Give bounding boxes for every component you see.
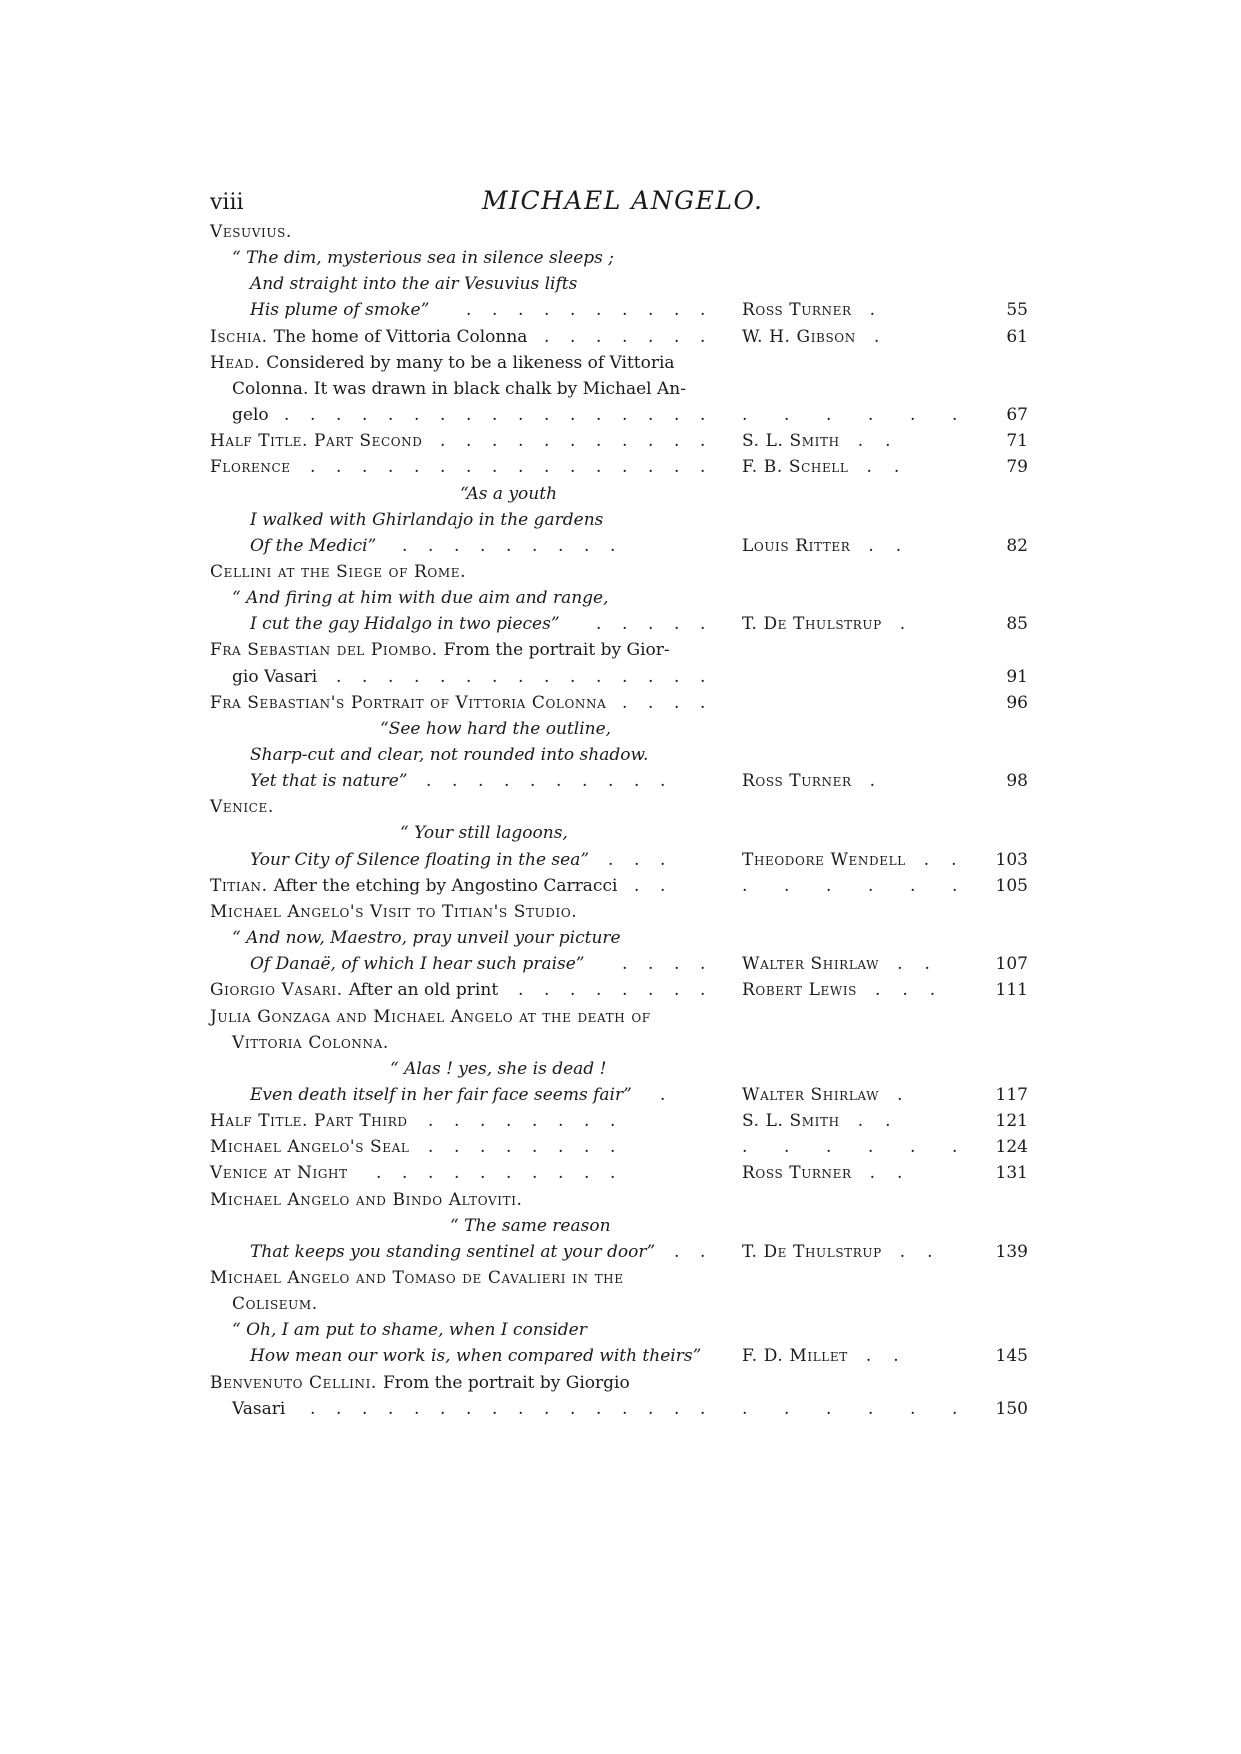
artist-name: W. H. Gibson <box>742 326 856 347</box>
artist-name: Ross Turner <box>742 1163 852 1184</box>
leader-dots: . . . . . . . . . . <box>466 300 706 321</box>
page-reference: 105 <box>995 875 1028 896</box>
leader-dots: . . . . . . . . . . . . . . . . <box>310 457 706 478</box>
entry-caption: Michael Angelo's Seal <box>210 1137 410 1158</box>
list-item <box>0 270 1241 299</box>
entry-caption: “ And firing at him with due aim and range, <box>232 588 609 609</box>
entry-caption: Ischia. The home of Vittoria Colonna <box>210 326 528 347</box>
leader-dots: . . . . . . . . . . . . . . . . . <box>284 405 706 426</box>
list-item <box>0 349 1241 378</box>
list-item <box>0 715 1241 744</box>
entry-caption: Cellini at the Siege of Rome. <box>210 561 467 582</box>
leader-dots: .. <box>857 1111 913 1132</box>
leader-dots: . . <box>674 1241 706 1262</box>
list-item <box>0 636 1241 665</box>
leader-dots: . . <box>634 875 666 896</box>
list-item <box>0 741 1241 770</box>
leader-dots: . . . . . <box>596 614 706 635</box>
leader-dots: . . . . . . <box>742 875 958 896</box>
page-reference: 91 <box>1006 666 1028 687</box>
leader-dots: . . . <box>608 849 666 870</box>
leader-dots: . <box>897 1084 925 1105</box>
entry-caption: Venice at Night <box>210 1163 348 1184</box>
leader-dots: . . . . . . . . . <box>402 535 616 556</box>
list-item <box>0 1238 1241 1267</box>
entry-caption: Vesuvius. <box>210 222 292 242</box>
entry-caption: “ The dim, mysterious sea in silence sleeps ; <box>232 248 615 269</box>
entry-caption: Michael Angelo and Bindo Altoviti. <box>210 1189 523 1210</box>
leader-dots: . . . . . . . . . . . . . . . . <box>310 1398 706 1419</box>
leader-dots: . <box>899 614 928 635</box>
entry-caption: Even death itself in her fair face seems fair” <box>250 1084 632 1105</box>
list-item <box>0 218 1241 247</box>
list-item <box>0 1003 1241 1032</box>
page-reference: 82 <box>1006 535 1028 556</box>
leader-dots: . . . . . . . . . . . . . . . <box>336 666 706 687</box>
list-item <box>0 1055 1241 1084</box>
entry-caption: Sharp-cut and clear, not rounded into shadow. <box>250 745 649 765</box>
list-item <box>0 793 1241 822</box>
artist-name: S. L. Smith <box>742 1111 840 1132</box>
list-item <box>0 1369 1241 1398</box>
leader-dots: . . . . . . <box>742 1398 958 1419</box>
entry-caption: Fra Sebastian's Portrait of Vittoria Colonna <box>210 692 607 713</box>
list-item <box>0 898 1241 927</box>
list-item <box>0 872 1241 901</box>
entry-caption: “ Your still lagoons, <box>400 823 568 844</box>
list-item <box>0 375 1241 404</box>
list-item <box>0 689 1241 718</box>
entry-caption: I cut the gay Hidalgo in two pieces” <box>250 614 560 635</box>
leader-dots: .. <box>899 1241 955 1262</box>
entry-caption: Yet that is nature” <box>250 771 408 792</box>
page-reference: 117 <box>995 1084 1028 1105</box>
list-item <box>0 480 1241 509</box>
entry-caption: Coliseum. <box>232 1294 318 1315</box>
entry-caption: His plume of smoke” <box>250 300 430 321</box>
leader-dots: .. <box>868 535 924 556</box>
page-reference: 85 <box>1006 614 1028 635</box>
entry-caption: “ The same reason <box>450 1215 611 1236</box>
artist-name: Louis Ritter <box>742 535 851 556</box>
entry-caption: Fra Sebastian del Piombo. From the portrait by Gior- <box>210 640 670 661</box>
entry-caption: That keeps you standing sentinel at your door” <box>250 1241 656 1262</box>
list-item <box>0 401 1241 430</box>
entry-caption: I walked with Ghirlandajo in the gardens <box>250 509 604 530</box>
list-item <box>0 1186 1241 1215</box>
entry-caption: “See how hard the outline, <box>380 718 612 739</box>
entry-caption: And straight into the air Vesuvius lifts <box>250 274 578 295</box>
list-item <box>0 1395 1241 1424</box>
entry-caption: Your City of Silence floating in the sea” <box>250 849 590 870</box>
entry-caption: “As a youth <box>460 483 558 504</box>
page-reference: 107 <box>995 954 1028 975</box>
list-item <box>0 558 1241 587</box>
leader-dots: . <box>869 300 898 321</box>
page-reference: 103 <box>995 849 1028 870</box>
entry-caption: Head. Considered by many to be a likeness of Vittoria <box>210 352 675 373</box>
artist-name: F. B. Schell <box>742 457 849 478</box>
list-item <box>0 296 1241 325</box>
artist-name: Ross Turner <box>742 771 852 792</box>
list-item <box>0 1081 1241 1110</box>
list-item <box>0 976 1241 1005</box>
leader-dots: . . . . . . . . <box>428 1111 616 1132</box>
artist-name: Theodore Wendell <box>742 849 906 870</box>
page-reference: 98 <box>1006 771 1028 792</box>
page-reference: 124 <box>995 1137 1028 1158</box>
list-item <box>0 506 1241 535</box>
leader-dots: .. <box>857 431 913 452</box>
entry-caption: gelo <box>232 405 269 426</box>
entry-caption: Benvenuto Cellini. From the portrait by Giorgio <box>210 1372 630 1393</box>
entry-caption: Half Title. Part Second <box>210 431 423 452</box>
entry-caption: Florence <box>210 457 291 478</box>
entry-caption: Vittoria Colonna. <box>232 1032 389 1053</box>
leader-dots: . . . . . . . . . . . <box>440 431 706 452</box>
artist-name: T. De Thulstrup <box>742 614 882 635</box>
leader-dots: .. <box>923 849 979 870</box>
list-item <box>0 663 1241 692</box>
leader-dots: . . . . . . <box>742 1137 958 1158</box>
list-item <box>0 1212 1241 1241</box>
leader-dots: . . . . . . . <box>544 326 706 347</box>
entry-caption: Vasari <box>232 1398 286 1419</box>
leader-dots: . . . . <box>622 692 706 713</box>
artist-name: Ross Turner <box>742 300 852 321</box>
leader-dots: . . . . . . . . . . <box>426 771 666 792</box>
list-item <box>0 532 1241 561</box>
page-reference: 145 <box>995 1346 1028 1367</box>
list-item <box>0 1290 1241 1319</box>
list-item <box>0 244 1241 273</box>
page-reference: 79 <box>1006 457 1028 478</box>
leader-dots: .. <box>865 1346 921 1367</box>
artist-name: S. L. Smith <box>742 431 840 452</box>
list-item <box>0 1264 1241 1293</box>
artist-name: T. De Thulstrup <box>742 1241 882 1262</box>
entry-caption: Venice. <box>210 797 274 818</box>
list-item <box>0 427 1241 456</box>
list-item <box>0 453 1241 482</box>
list-item <box>0 1029 1241 1058</box>
leader-dots: .. <box>869 1163 925 1184</box>
list-item <box>0 1133 1241 1162</box>
entry-caption: “ Oh, I am put to shame, when I consider <box>232 1320 587 1341</box>
entry-caption: Colonna. It was drawn in black chalk by Michael An- <box>232 378 686 399</box>
page-reference: 96 <box>1006 692 1028 713</box>
entry-caption: Michael Angelo and Tomaso de Cavalieri in the <box>210 1268 624 1288</box>
list-item <box>0 584 1241 613</box>
entry-caption: “ Alas ! yes, she is dead ! <box>390 1058 607 1079</box>
list-item <box>0 846 1241 875</box>
page-reference: 67 <box>1006 405 1028 426</box>
entry-caption: Julia Gonzaga and Michael Angelo at the death of <box>210 1006 651 1027</box>
artist-name: Walter Shirlaw <box>742 954 880 975</box>
list-item <box>0 323 1241 352</box>
entry-caption: Of the Medici” <box>250 535 377 556</box>
entry-caption: Of Danaë, of which I hear such praise” <box>250 954 585 975</box>
list-item <box>0 950 1241 979</box>
page-reference: 61 <box>1006 326 1028 347</box>
page-reference: 111 <box>995 980 1028 1001</box>
page-reference: 131 <box>995 1163 1028 1184</box>
leader-dots: .. <box>897 954 952 975</box>
entry-caption: gio Vasari <box>232 666 318 687</box>
leader-dots: . <box>660 1084 666 1105</box>
list-item <box>0 819 1241 848</box>
page-reference: 139 <box>995 1241 1028 1262</box>
page-reference: 55 <box>1006 300 1028 321</box>
artist-name: F. D. Millet <box>742 1346 848 1367</box>
leader-dots: . . . . . . . . <box>428 1137 616 1158</box>
leader-dots: . <box>873 326 902 347</box>
list-item <box>0 1159 1241 1188</box>
leader-dots: ... <box>875 980 958 1001</box>
leader-dots: .. <box>866 457 922 478</box>
leader-dots: . . . . . . . . <box>518 980 706 1001</box>
entry-caption: Giorgio Vasari. After an old print <box>210 980 499 1001</box>
artist-name: Walter Shirlaw <box>742 1084 880 1105</box>
page-title: MICHAEL ANGELO. <box>482 186 764 215</box>
list-item <box>0 1107 1241 1136</box>
page-reference: 121 <box>995 1111 1028 1132</box>
list-item <box>0 1316 1241 1345</box>
leader-dots: . <box>869 771 898 792</box>
entry-caption: Michael Angelo's Visit to Titian's Studio. <box>210 901 578 922</box>
page-reference: 150 <box>995 1398 1028 1419</box>
entry-caption: How mean our work is, when compared with theirs” <box>250 1346 702 1367</box>
entry-caption: Titian. After the etching by Angostino Carracci <box>210 875 618 896</box>
list-item <box>0 1342 1241 1371</box>
leader-dots: . . . . . . . . . . <box>376 1163 616 1184</box>
entry-caption: Half Title. Part Third <box>210 1111 408 1132</box>
leader-dots: . . . . . . <box>742 405 958 426</box>
leader-dots: . . . . <box>622 954 706 975</box>
list-item <box>0 767 1241 796</box>
list-item <box>0 924 1241 953</box>
list-item <box>0 610 1241 639</box>
page-number: viii <box>210 190 244 215</box>
page-reference: 71 <box>1006 431 1028 452</box>
entry-caption: “ And now, Maestro, pray unveil your picture <box>232 928 621 949</box>
leader-dots <box>0 1342 710 1371</box>
artist-name: Robert Lewis <box>742 980 857 1001</box>
